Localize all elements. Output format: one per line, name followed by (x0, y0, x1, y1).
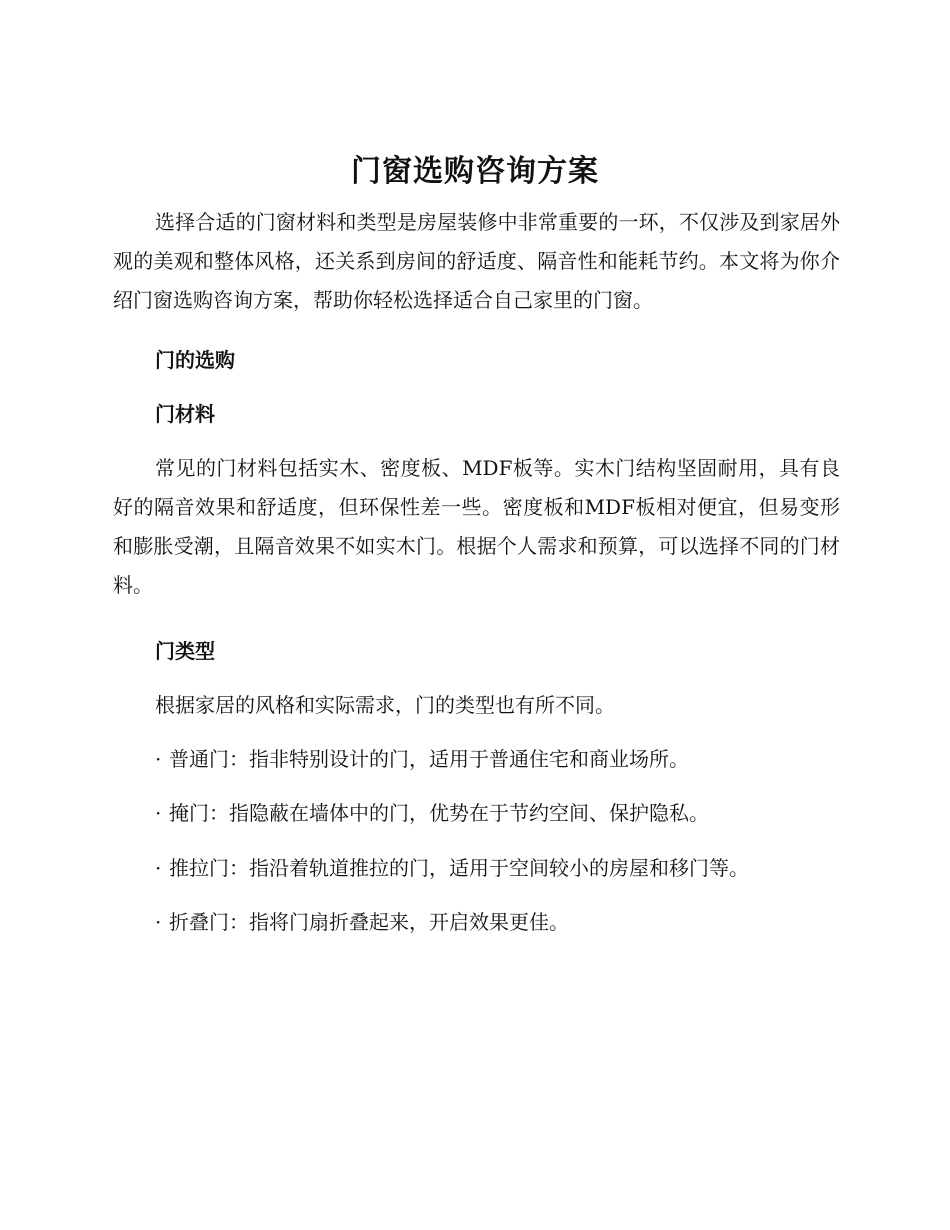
list-item (155, 907, 569, 937)
bullet-icon: · (155, 801, 162, 825)
type-intro-paragraph: 根据家居的风格和实际需求，门的类型也有所不同。 (155, 693, 615, 717)
bullet-icon: · (155, 856, 162, 880)
bullet-icon: · (155, 910, 162, 934)
list-item-text: 掩门：指隐蔽在墙体中的门，优势在于节约空间、保护隐私。 (169, 801, 709, 825)
intro-paragraph: 选择合适的门窗材料和类型是房屋装修中非常重要的一环，不仅涉及到家居外观的美观和整体风格，还关系到房间的舒适度、隔音性和能耗节约。本文将为你介绍门窗选购咨询方案，帮助你轻松选择适合自己家里的门窗。 (113, 210, 840, 312)
list-item-text: 折叠门：指将门扇折叠起来，开启效果更佳。 (169, 910, 569, 934)
section-heading-door-material: 门材料 (155, 402, 215, 426)
document-title: 门窗选购咨询方案 (351, 154, 599, 189)
bullet-icon: · (155, 747, 162, 771)
material-paragraph: 常见的门材料包括实木、密度板、MDF板等。实木门结构坚固耐用，具有良好的隔音效果和舒适度，但环保性差一些。密度板和MDF板相对便宜，但易变形和膨胀受潮，且隔音效果不如实木门。根据个人需求和预算，可以选择不同的门材料。 (113, 456, 840, 597)
section-heading-door-type: 门类型 (155, 639, 215, 663)
list-item (155, 798, 709, 828)
section-heading-door-purchase: 门的选购 (155, 348, 235, 372)
list-item (155, 744, 689, 774)
list-item-text: 普通门：指非特别设计的门，适用于普通住宅和商业场所。 (169, 747, 689, 771)
list-item-text: 推拉门：指沿着轨道推拉的门，适用于空间较小的房屋和移门等。 (169, 856, 749, 880)
list-item (155, 853, 749, 883)
